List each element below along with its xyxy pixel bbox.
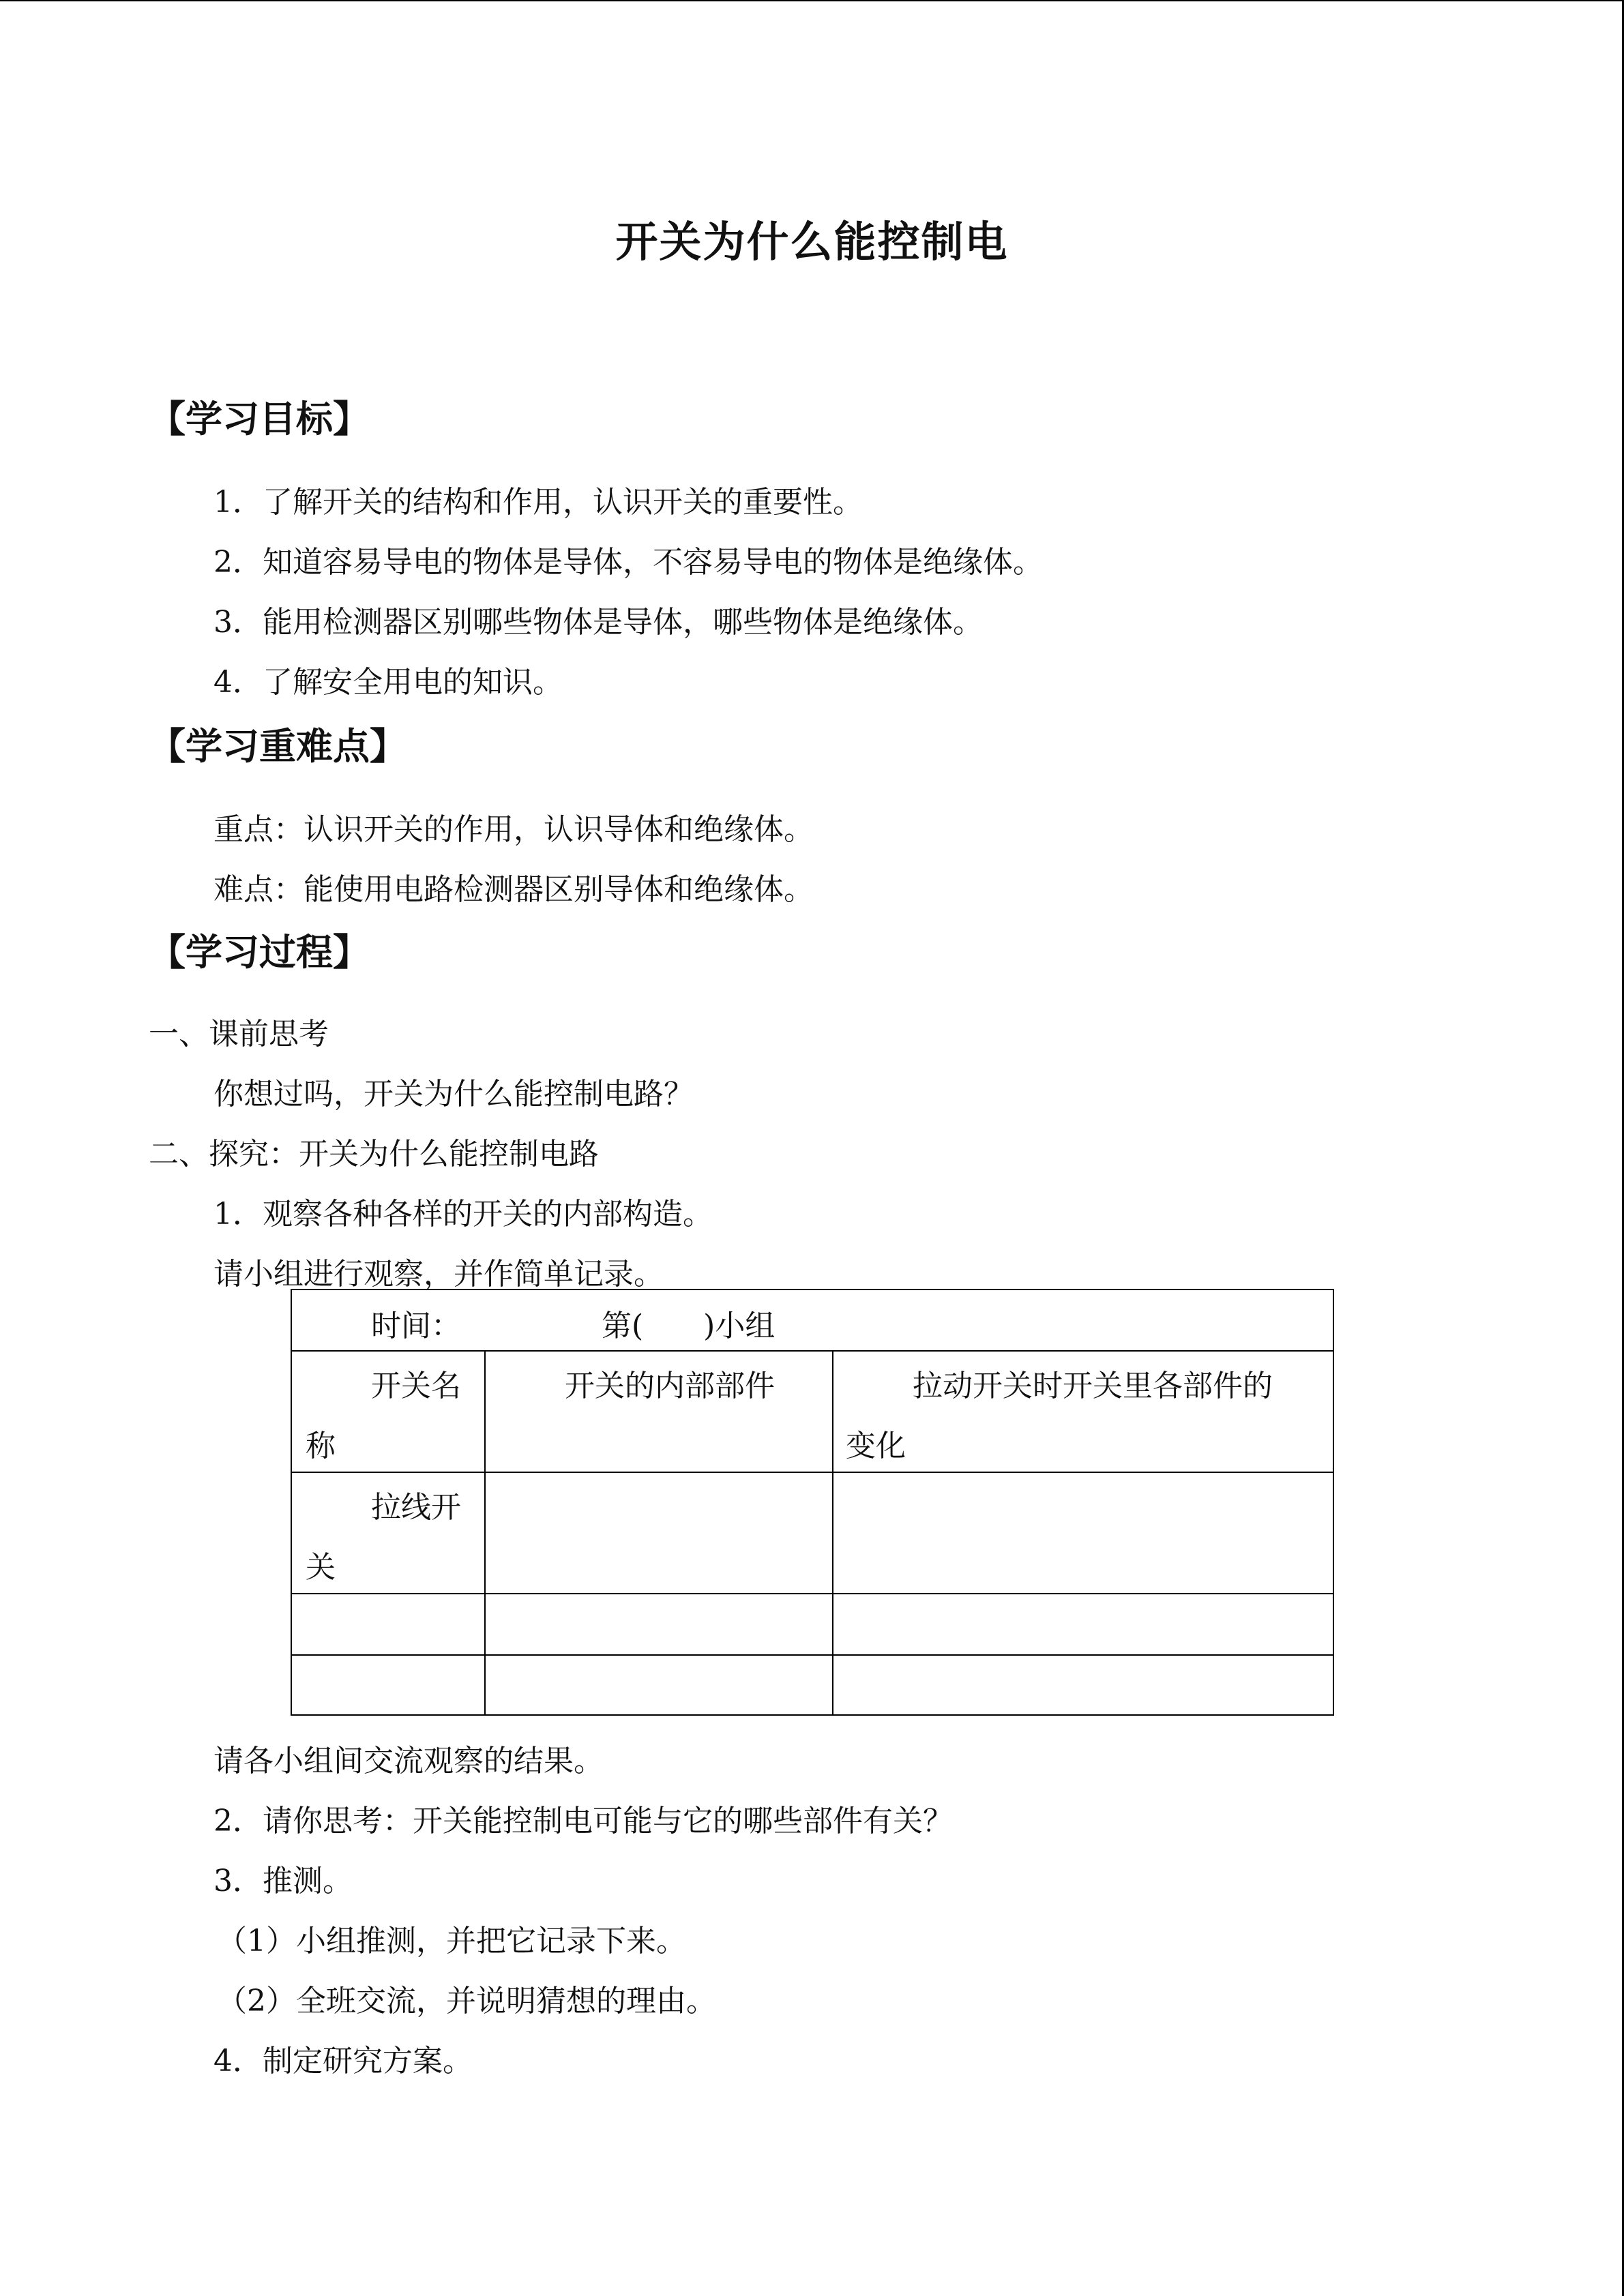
goal-item: 3．能用检测器区别哪些物体是导体，哪些物体是绝缘体。 xyxy=(213,605,983,640)
page-title: 开关为什么能控制电 xyxy=(615,217,1009,267)
key-point-item: 重点：认识开关的作用，认识导体和绝缘体。 xyxy=(213,812,814,847)
heading-key-points: 【学习重难点】 xyxy=(149,725,407,768)
table-header-switch-name: 开关名 xyxy=(371,1369,461,1403)
table-rule xyxy=(484,1350,486,1714)
page-border-top xyxy=(0,0,1624,1)
table-rule xyxy=(292,1472,1333,1473)
table-time-label: 时间： xyxy=(371,1309,461,1343)
heading-learning-process: 【学习过程】 xyxy=(149,931,370,974)
table-header-internal-parts: 开关的内部部件 xyxy=(565,1369,775,1403)
goal-item: 1．了解开关的结构和作用，认识开关的重要性。 xyxy=(213,485,863,520)
table-rule xyxy=(292,1654,1333,1656)
table-header-part-changes: 拉动开关时开关里各部件的 xyxy=(913,1369,1273,1403)
step-one-note: 请小组进行观察，并作简单记录。 xyxy=(213,1257,664,1292)
goal-item: 4．了解安全用电的知识。 xyxy=(213,665,563,700)
step-one: 1．观察各种各样的开关的内部构造。 xyxy=(213,1197,713,1232)
table-cell-pull-switch: 拉线开 xyxy=(371,1490,461,1525)
table-rule xyxy=(832,1350,833,1714)
step-three: 3．推测。 xyxy=(213,1864,353,1898)
table-cell-pull-switch: 关 xyxy=(306,1550,336,1585)
difficult-point-item: 难点：能使用电路检测器区别导体和绝缘体。 xyxy=(213,872,814,907)
step-four: 4．制定研究方案。 xyxy=(213,2044,473,2078)
observation-table xyxy=(291,1289,1334,1716)
table-rule xyxy=(292,1350,1333,1352)
step-three-sub-two: （2）全班交流，并说明猜想的理由。 xyxy=(217,1984,716,2018)
exchange-results: 请各小组间交流观察的结果。 xyxy=(213,1744,604,1778)
part-one-title: 一、课前思考 xyxy=(149,1017,329,1052)
step-three-sub-one: （1）小组推测，并把它记录下来。 xyxy=(217,1924,686,1958)
goal-item: 2．知道容易导电的物体是导体，不容易导电的物体是绝缘体。 xyxy=(213,545,1043,580)
table-rule xyxy=(292,1593,1333,1594)
part-two-title: 二、探究：开关为什么能控制电路 xyxy=(149,1137,599,1172)
table-group-label: 第( )小组 xyxy=(602,1309,776,1343)
heading-learning-goals: 【学习目标】 xyxy=(149,398,370,441)
table-header-part-changes: 变化 xyxy=(846,1429,906,1463)
table-header-switch-name: 称 xyxy=(306,1429,336,1463)
step-two: 2．请你思考：开关能控制电可能与它的哪些部件有关？ xyxy=(213,1804,953,1838)
part-one-question: 你想过吗，开关为什么能控制电路？ xyxy=(213,1077,694,1112)
